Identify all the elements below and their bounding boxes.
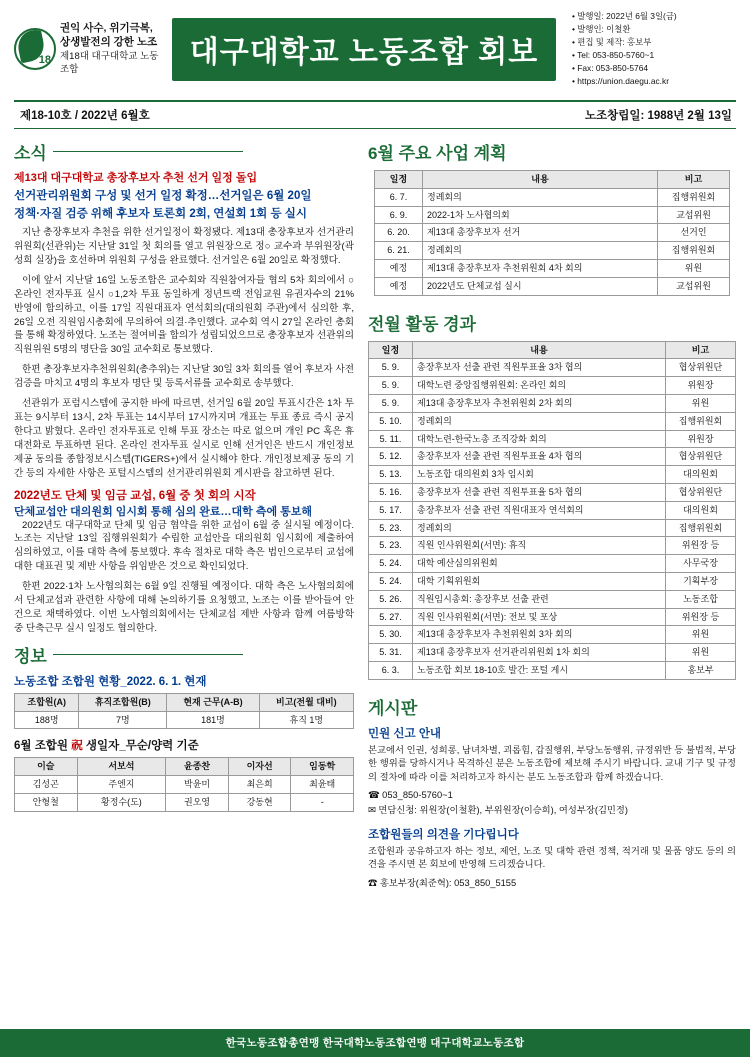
table-row (375, 277, 730, 295)
section-header-progress (368, 310, 736, 335)
cell: 직원 인사위원회(서면): 휴직 (413, 537, 666, 555)
cell: 최은희 (228, 776, 291, 794)
cell: 총장후보자 선출 관련 직원대표자 연석회의 (413, 501, 666, 519)
section-header-plan (368, 139, 736, 164)
cell: 5. 10. (369, 412, 413, 430)
table-row (369, 644, 736, 662)
table-row (369, 395, 736, 413)
table-row (369, 662, 736, 680)
news-subheading-blue: 단체교섭안 대의원회 임시회 통해 심의 완료…대학 측에 통보해 (14, 505, 313, 518)
col-header: 윤종찬 (166, 758, 229, 776)
cell: 노동조합 (666, 590, 736, 608)
col-header: 비고 (658, 171, 730, 189)
board-item-1-title: 민원 신고 안내 (368, 727, 442, 740)
cell: 5. 24. (369, 555, 413, 573)
table-row (369, 573, 736, 591)
cell: 대학노련 중앙집행위원회: 온라인 회의 (413, 377, 666, 395)
cell: 교섭위원 (658, 277, 730, 295)
cell: 5. 23. (369, 537, 413, 555)
pub-info-line: • 편집 및 제작: 홍보부 (572, 37, 652, 48)
cell: 황정수(도) (77, 793, 166, 811)
cell: 188명 (15, 711, 79, 729)
cell: 제13대 총장후보자 추천위원회 3차 회의 (413, 626, 666, 644)
news-paragraph: 한편 총장후보자추천위원회(총추위)는 지난달 30일 3차 회의를 열어 후보자 사전검증을 마치고 4명의 후보자 명단 및 등록서류를 교수회로 송부했다. (14, 364, 354, 390)
cell: 박윤미 (166, 776, 229, 794)
section-title-info: 정보 (14, 646, 47, 666)
news-lead-1: 제13대 대구대학교 총장후보자 추천 선거 일정 돌입 (14, 172, 258, 185)
table-row (369, 519, 736, 537)
section-title-progress: 전월 활동 경과 (368, 314, 476, 334)
footer-affiliations: 한국노동조합총연맹 한국대학노동조합연맹 대구대학교노동조합 (0, 1029, 750, 1057)
section-header-news (14, 139, 354, 164)
issue-bar (14, 100, 736, 129)
cell: 6. 21. (375, 242, 423, 260)
cell: 위원 (666, 395, 736, 413)
table-row (375, 224, 730, 242)
cell: 노동조합 회보 18-10호 발간: 포털 게시 (413, 662, 666, 680)
cell: 5. 31. (369, 644, 413, 662)
cell: 위원장 등 (666, 537, 736, 555)
cell: 예정 (375, 260, 423, 278)
table-row (369, 501, 736, 519)
cell: 위원 (658, 260, 730, 278)
table-row (15, 776, 354, 794)
cell: 협상위원단 (666, 448, 736, 466)
cell: 직원 인사위원회(서면): 전보 및 포상 (413, 608, 666, 626)
masthead (0, 0, 750, 94)
section-header-board (368, 694, 736, 719)
table-header-row (369, 341, 736, 359)
table-header-row (15, 693, 354, 711)
divider (53, 654, 243, 655)
cell: 6. 3. (369, 662, 413, 680)
monthly-plan-table (374, 170, 730, 296)
union-status-table (14, 693, 354, 730)
cell: 김성곤 (15, 776, 78, 794)
board-item-2-body: 조합원과 공유하고자 하는 정보, 제언, 노조 및 대학 관련 정책, 적거래 및 물품 양도 등의 의견을 주시면 본 회보에 반영해 드리겠습니다. (368, 845, 736, 870)
cell: 5. 16. (369, 484, 413, 502)
cell: 집행위원회 (658, 188, 730, 206)
news-paragraph: 한편 2022·1차 노사협의회는 6월 9일 진행될 예정이다. 대학 측은 노사협의회에서 단체교섭과 관련한 사항에 대해 논의하기를 요청했고, 노조는 이를 받아들여 안건으로 채택하였다. 이번 노사협의회에서는 단체교섭 제반 사항과 함께 여름방학 중 단축근무 실시 일정도 협의한다. (14, 581, 354, 634)
col-header: 이슬 (15, 758, 78, 776)
birthday-title-post: 생일자_무순/양력 기준 (82, 740, 199, 753)
cell: 5. 12. (369, 448, 413, 466)
emblem-number: 18 (38, 54, 51, 67)
table-header-row (375, 171, 730, 189)
union-emblem-icon (14, 28, 56, 70)
cell: 5. 30. (369, 626, 413, 644)
cell: 위원장 (666, 377, 736, 395)
cell: 총장후보자 선출 관련 직원투표율 4차 협의 (413, 448, 666, 466)
mail-icon[interactable]: ✉ 면담신청: 위원장(이철환), 부위원장(이승희), 여성부장(김민정) (368, 805, 628, 816)
news-paragraph: 2022년도 대구대학교 단체 및 임금 협약을 위한 교섭이 6월 중 실시될 예정이다. 노조는 지난달 13일 집행위원회가 수립한 교섭안을 대의원회 임시회에 제출하여 심의하였고, 이를 대학 측에 통보했다. 후속 절차로 대학 측은 법인으로부터 교섭에 대한 대표권 및 제반 사항을 위임받은 것으로 확인되었다. (14, 519, 354, 573)
col-header: 휴직조합원(B) (79, 693, 167, 711)
cell: 위원장 등 (666, 608, 736, 626)
col-header: 서보석 (77, 758, 166, 776)
cell: 제13대 총장후보자 추천위원회 2차 회의 (413, 395, 666, 413)
cell: 대학 예산심의위원회 (413, 555, 666, 573)
cell: 집행위원회 (666, 519, 736, 537)
cell: 교섭위원 (658, 206, 730, 224)
cell: 노동조합 대의원회 3차 임시회 (413, 466, 666, 484)
cell: 5. 9. (369, 395, 413, 413)
cell: 대학노련-한국노총 조직강화 회의 (413, 430, 666, 448)
cell: 총장후보자 선출 관련 직원투표율 5차 협의 (413, 484, 666, 502)
logo-wrap (14, 21, 164, 77)
table-row (369, 359, 736, 377)
col-header: 현재 근무(A-B) (167, 693, 259, 711)
cell: 휴직 1명 (259, 711, 353, 729)
cell: 주엔지 (77, 776, 166, 794)
news-paragraph: 이에 앞서 지난달 16일 노동조합은 교수회와 직원참여자들 협의 5차 회의에서 ○온라인 전자투표 실시 ○1,2차 투표 동일하게 정년트랙 전임교원 유권자수의 21% 반영에 합의하고, 이를 17일 직원대표자 연석회의(대의원회 주관)에서 심의한 후, 26일 오전 직원임시총회에 무의하여 의결·추인했다. 교수회 역시 27일 온라인 총회를 통해 확정하였다. 노조는 절여비율 합의가 성립되었으므로 총장후보자 선관위의 직원위원 5명의 명단을 30일 교수회로 통보했다. (14, 274, 354, 356)
section-title-news: 소식 (14, 144, 47, 164)
cell: 위원 (666, 626, 736, 644)
cell: 6. 20. (375, 224, 423, 242)
news-paragraph: 지난 총장후보자 추천을 위한 선거일정이 확정됐다. 제13대 총장후보자 선거관리위원회(선관위)는 지난달 31일 첫 회의를 열고 위원장으로 정○ 교수과 부위원장(곽성희 실장)을 호선하며 위원회 구성을 완료했다. 선거일은 6월 20일로 확정했다. (14, 227, 354, 266)
cell: 5. 23. (369, 519, 413, 537)
cell: 5. 27. (369, 608, 413, 626)
cell: 제13대 총장후보자 추천위원회 4차 회의 (423, 260, 658, 278)
phone-icon[interactable]: ☎ 053_850-5760~1 (368, 790, 453, 801)
pub-info-line: • Tel: 053-850-5760~1 (572, 50, 655, 61)
cell: 제13대 총장후보자 선거 (423, 224, 658, 242)
col-header: 이자선 (228, 758, 291, 776)
section-title-plan: 6월 주요 사업 계획 (368, 144, 507, 164)
news-lead (14, 170, 354, 223)
col-header: 일정 (369, 341, 413, 359)
col-header: 비고(전월 대비) (259, 693, 353, 711)
cell: 대의원회 (666, 466, 736, 484)
cell: 6. 9. (375, 206, 423, 224)
content-columns (0, 129, 750, 891)
cell: 총장후보자 선출 관련 직원투표율 3차 협의 (413, 359, 666, 377)
cell: 2022년도 단체교섭 실시 (423, 277, 658, 295)
left-column (14, 135, 354, 891)
table-row (369, 484, 736, 502)
cell: 강동현 (228, 793, 291, 811)
birthday-title-pre: 6월 조합원 (14, 740, 72, 753)
table-row (369, 412, 736, 430)
table-row (15, 711, 354, 729)
table-row (369, 466, 736, 484)
table-row (375, 206, 730, 224)
cell: 제13대 총장후보자 선거관리위원회 1차 회의 (413, 644, 666, 662)
cell: 정례회의 (413, 412, 666, 430)
cell: 5. 9. (369, 359, 413, 377)
table-row (375, 242, 730, 260)
divider (53, 151, 243, 152)
cell: 대의원회 (666, 501, 736, 519)
section-header-info (14, 642, 354, 667)
founding-date: 노조창립일: 1988년 2월 13일 (584, 110, 732, 123)
col-header: 조합원(A) (15, 693, 79, 711)
news-lead-3: 정책·자질 검증 위해 후보자 토론회 2회, 연설회 1회 등 실시 (14, 207, 307, 220)
table-row (369, 448, 736, 466)
table-row (15, 793, 354, 811)
cell: 선거인 (658, 224, 730, 242)
cell: 최윤태 (291, 776, 354, 794)
cell: 정례회의 (413, 519, 666, 537)
cell: 5. 17. (369, 501, 413, 519)
table-row (369, 377, 736, 395)
news-paragraph: 선관위가 포럼시스템에 공지한 바에 따르면, 선거일 6월 20일 투표시간은 1차 투표는 9시부터 13시, 2차 투표는 14시부터 17시까지며 개표는 투표 종료 즉시 공지한다고 밝혔다. 온라인 전자투표로 인해 투표 장소는 따로 없으며 개인 PC 혹은 휴대전화로 투표하면 된다. 온라인 전자투표 실시로 인해 선거인은 반드시 개인정보제공 동의를 종합정보시스템(TIGERS+)에서 실시해야 한다. 개인정보제공 동의 기간 등의 자세한 사항은 포털시스템의 선거관리위원회 게시판을 참고하면 된다. (14, 398, 354, 479)
pub-info-line: • https://union.daegu.ac.kr (572, 76, 669, 87)
slogan (60, 21, 164, 77)
cell: 위원 (666, 644, 736, 662)
cell: 기획부장 (666, 573, 736, 591)
cell: 위원장 (666, 430, 736, 448)
previous-month-activity-table (368, 341, 736, 680)
cell: 대학 기획위원회 (413, 573, 666, 591)
cell: 집행위원회 (666, 412, 736, 430)
cell: 정례회의 (423, 242, 658, 260)
cell: 2022-1차 노사협의회 (423, 206, 658, 224)
cell: 5. 11. (369, 430, 413, 448)
publication-info (564, 10, 736, 88)
cell: 5. 9. (369, 377, 413, 395)
news-lead-2: 선거관리위원회 구성 및 선거 일정 확정…선거일은 6월 20일 (14, 189, 312, 202)
birthday-title (14, 737, 354, 753)
table-row (375, 260, 730, 278)
table-row (369, 555, 736, 573)
table-row (369, 608, 736, 626)
pub-info-line: • 발행일: 2022년 6월 3일(금) (572, 11, 677, 21)
cell: 정례회의 (423, 188, 658, 206)
col-header: 내용 (413, 341, 666, 359)
union-status-title: 노동조합 조합원 현황_2022. 6. 1. 현재 (14, 675, 207, 688)
cell: 예정 (375, 277, 423, 295)
issue-number: 제18-10호 / 2022년 6월호 (20, 110, 150, 123)
right-column (368, 135, 736, 891)
col-header: 일정 (375, 171, 423, 189)
col-header: 내용 (423, 171, 658, 189)
board-item-1-body: 본교에서 인권, 성희롱, 남녀차별, 괴롭힘, 갑질행위, 부당노동행위, 규정위반 등 불법적, 부당한 행위를 당하시거나 목격하신 분은 노동조합에 제보해 주시기 바랍니다. 교내 기구 및 규정의 절차에 따라 이를 처리하고자 하시는 분도 노동조합과 함께 하겠습니다. (368, 744, 736, 782)
page-title: 대구대학교 노동조합 회보 (172, 18, 556, 81)
phone-icon[interactable]: ☎ 홍보부장(최준혁): 053_850_5155 (368, 877, 517, 888)
table-row (369, 626, 736, 644)
cell: 홍보부 (666, 662, 736, 680)
col-header: 비고 (666, 341, 736, 359)
table-row (369, 430, 736, 448)
cell: 집행위원회 (658, 242, 730, 260)
cell: 직원임시총회: 총장후보 선출 관련 (413, 590, 666, 608)
board-item-2-contacts (368, 876, 736, 891)
pub-info-line: • Fax: 053-850-5764 (572, 63, 649, 74)
table-header-row (15, 758, 354, 776)
col-header: 임동학 (291, 758, 354, 776)
cell: - (291, 793, 354, 811)
cell: 협상위원단 (666, 484, 736, 502)
table-row (369, 590, 736, 608)
cell: 사무국장 (666, 555, 736, 573)
table-row (375, 188, 730, 206)
news-subheading-red: 2022년도 단체 및 임금 교섭, 6월 중 첫 회의 시작 (14, 489, 256, 502)
birthday-table (14, 757, 354, 811)
cell: 6. 7. (375, 188, 423, 206)
cell: 안형철 (15, 793, 78, 811)
cell: 협상위원단 (666, 359, 736, 377)
cell: 권오영 (166, 793, 229, 811)
board-item-1-contacts (368, 788, 736, 818)
slogan-line-2: 상생발전의 강한 노조 (60, 36, 158, 49)
cell: 5. 24. (369, 573, 413, 591)
cell: 181명 (167, 711, 259, 729)
cell: 7명 (79, 711, 167, 729)
birthday-title-mark: 祝 (71, 740, 83, 753)
board-item-2-title: 조합원들의 의견을 기다립니다 (368, 828, 519, 841)
pub-info-line: • 발행인: 이철환 (572, 24, 631, 35)
table-row (369, 537, 736, 555)
section-title-board: 게시판 (368, 698, 418, 718)
cell: 5. 26. (369, 590, 413, 608)
slogan-line-3: 제18대 대구대학교 노동조합 (60, 51, 159, 76)
cell: 5. 13. (369, 466, 413, 484)
slogan-line-1: 권익 사수, 위기극복, (60, 22, 153, 35)
